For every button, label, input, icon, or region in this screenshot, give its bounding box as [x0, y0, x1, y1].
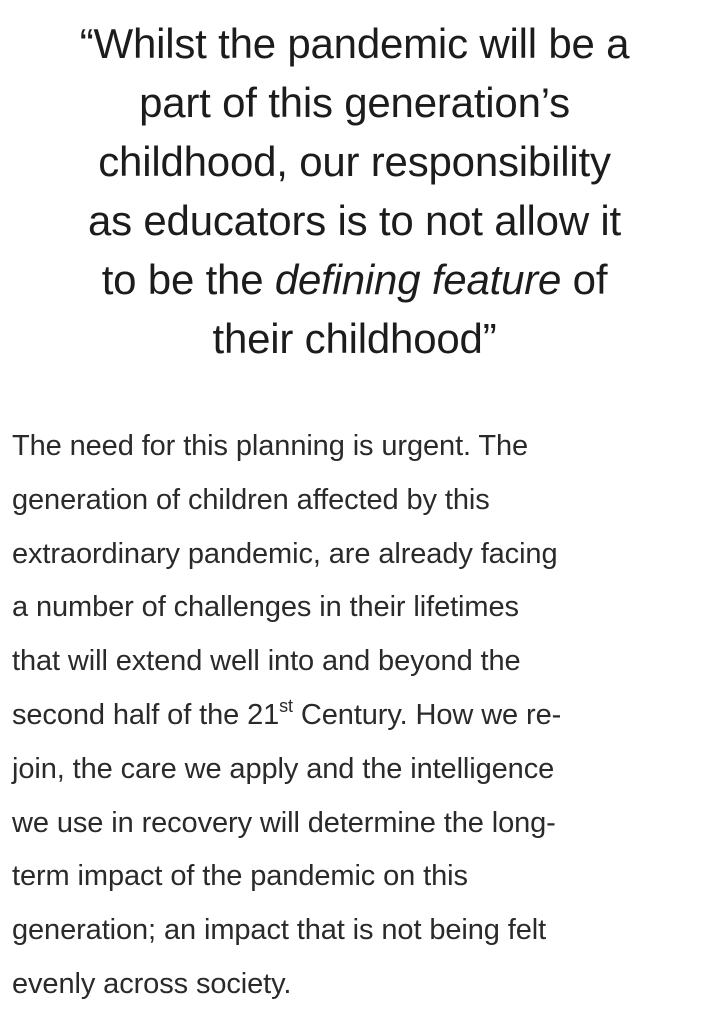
quote-line: childhood, our responsibility — [98, 138, 611, 185]
paragraph-line: we use in recovery will determine the long- — [12, 806, 556, 839]
quote-line: Whilst the pandemic will be a — [93, 20, 630, 67]
paragraph-line-part: second half of the 21 — [12, 698, 280, 731]
paragraph-line: The need for this planning is urgent. The — [12, 430, 529, 462]
quote-line-part: of — [561, 256, 608, 303]
ordinal-superscript: st — [279, 695, 293, 716]
paragraph-line: that will extend well into and beyond the — [12, 645, 521, 678]
quote-emphasis: defining feature — [274, 256, 562, 303]
paragraph-line: extraordinary pandemic, are already facing — [12, 537, 558, 570]
paragraph-line: generation; an impact that is not being felt — [12, 914, 547, 947]
quote-line: their childhood — [212, 315, 483, 362]
pull-quote — [12, 14, 697, 368]
quote-line: as educators is to not allow it — [87, 197, 622, 244]
quote-line-part: to be the — [101, 256, 275, 303]
paragraph-line-part: Century. How we re- — [292, 698, 562, 731]
paragraph-line: generation of children affected by this — [12, 483, 490, 516]
paragraph-line: join, the care we apply and the intelligence — [12, 752, 555, 785]
quote-line: part of this generation’s — [139, 79, 570, 126]
paragraph-line: evenly across society. — [12, 967, 292, 1000]
quote-open-mark: “ — [79, 20, 94, 67]
quote-close-mark: ” — [482, 315, 497, 362]
paragraph-line: term impact of the pandemic on this — [12, 860, 468, 893]
paragraph-line: a number of challenges in their lifetimes — [12, 591, 519, 624]
body-paragraph — [12, 420, 702, 1012]
